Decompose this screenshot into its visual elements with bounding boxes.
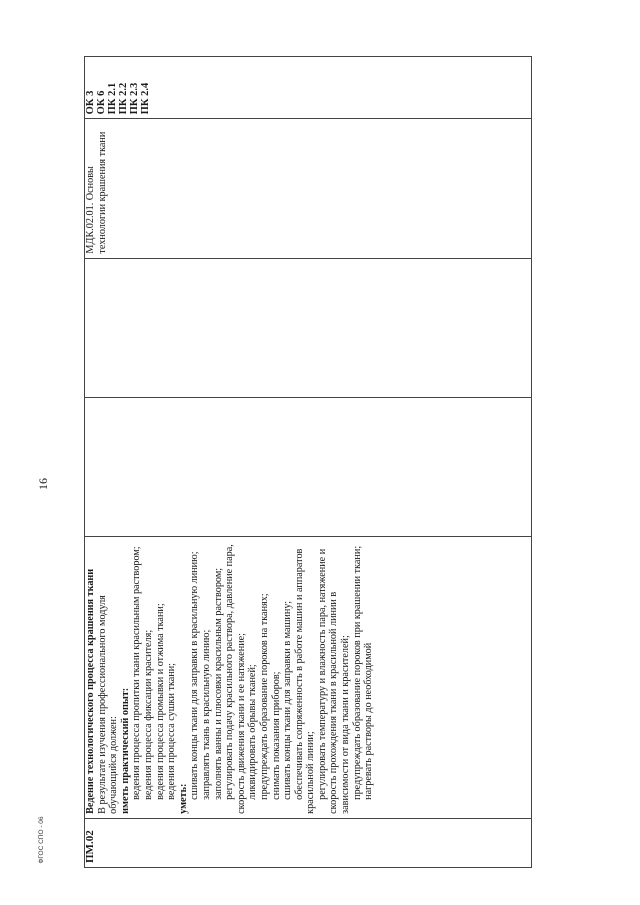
module-table-grid: [84, 56, 532, 868]
competency-code: ПК 2.4: [140, 82, 151, 115]
list-item: сшивать концы ткани для заправки в красильную линию;: [189, 551, 201, 800]
list-item: предупреждать образование пороков при крашении ткани;: [351, 545, 363, 800]
module-description-cell: [85, 537, 532, 819]
module-code-cell: [85, 818, 532, 867]
list-item: предупреждать образование пороков на тканях;: [258, 593, 270, 800]
competency-code: ПК 2.2: [118, 82, 129, 115]
list-item: заправлять ткань в красильную линию;: [200, 629, 212, 800]
list-item: обеспечивать сопряженность в работе машин и аппаратов красильной линии;: [293, 548, 317, 814]
empty-cell: [85, 258, 532, 397]
page-number: 16: [36, 478, 50, 490]
mdk-name: МДК.02.01. Основы технологии крашения ткани: [85, 131, 108, 254]
competency-code: ОК 6: [96, 90, 107, 115]
module-code: ПМ.02: [84, 830, 96, 863]
competencies-cell: [85, 57, 532, 119]
list-item: ведения процесса промывки и отжима ткани;: [154, 603, 166, 800]
competency-code: ПК 2.1: [107, 82, 118, 115]
list-item: ликвидировать обрывы тканей;: [247, 664, 259, 800]
footer-mark: ФГОС СПО - 06: [38, 816, 45, 864]
competency-code: ПК 2.3: [129, 82, 140, 115]
list-item: ведения процесса сушки ткани;: [166, 662, 178, 800]
list-item: снимать показания приборов;: [270, 671, 282, 800]
list-item: ведения процесса пропитки ткани красильным раствором;: [131, 546, 143, 800]
module-title: Ведение технологического процесса крашения ткани: [85, 568, 96, 814]
list-item: нагревать растворы до необходимой: [363, 642, 375, 800]
list-item: заполнять ванны и плюсовки красильным раствором;: [212, 567, 224, 800]
list-item: сшивать концы ткани для заправки в машину;: [282, 600, 294, 800]
module-table: [84, 56, 532, 868]
empty-cell: [85, 397, 532, 536]
list-item: регулировать подачу красильного раствора, давление пара, скорость движения ткани и ее натяжение;: [224, 544, 247, 814]
list-item: ведения процесса фиксации красителя;: [142, 629, 154, 800]
list-item: регулировать температуру и влажность пара, натяжение и скорость прохождения ткани в красильной линии в зависимости от вида ткани и красителей;: [316, 548, 352, 814]
experience-heading: иметь практический опыт:: [119, 687, 131, 814]
module-intro: В результате изучения профессионального модуля обучающийся должен:: [96, 595, 120, 814]
skills-heading: уметь:: [177, 783, 189, 814]
table-row: [85, 57, 532, 868]
mdk-cell: [85, 119, 532, 258]
competency-code: ОК 3: [85, 90, 96, 115]
